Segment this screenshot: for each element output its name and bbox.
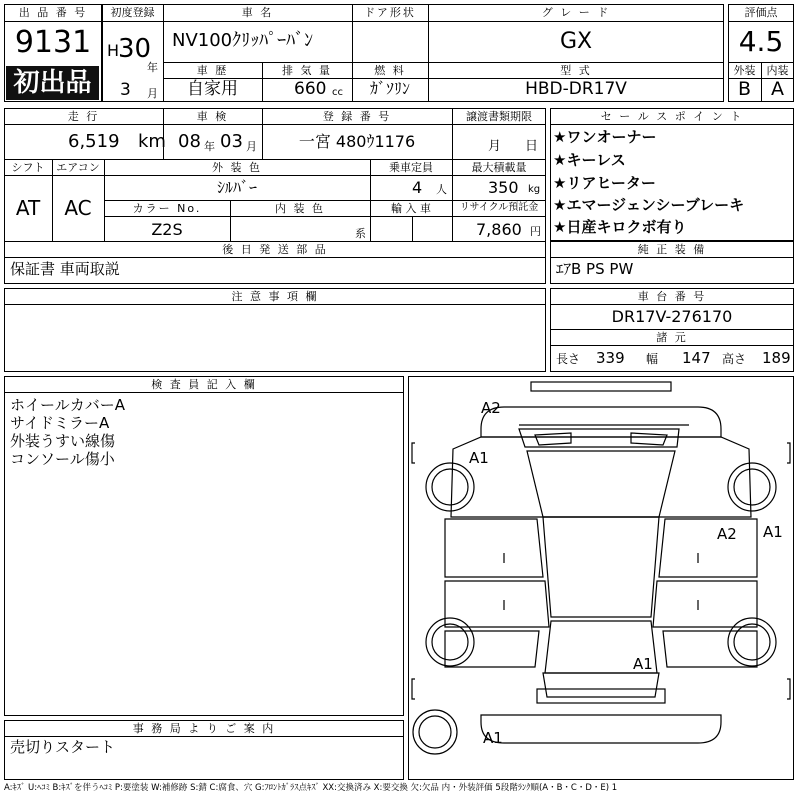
shift-header: シフト (11, 161, 45, 174)
score-header: 評価点 (744, 6, 778, 19)
car-name-header: 車 名 (241, 6, 274, 19)
first-listing-badge: 初出品 (6, 66, 99, 100)
displacement-header: 排 気 量 (282, 64, 332, 77)
equipment-value: ｴｱB PS PW (556, 260, 634, 278)
height-value: 189 (762, 349, 791, 367)
inspector-header: 検 査 員 記 入 欄 (151, 378, 257, 391)
inspector-line: 外装うすい線傷 (10, 432, 116, 450)
color-no-value: Z2S (151, 220, 183, 239)
damage-mark-right-rear-door: A2 (717, 525, 737, 543)
first-reg-header: 初度登録 (110, 6, 155, 19)
registration-value: 一宮 480ｳ1176 (298, 132, 416, 151)
fuel-header: 燃 料 (374, 64, 406, 77)
inspector-line: サイドミラーA (10, 414, 110, 432)
transfer-day-unit: 日 (525, 139, 539, 154)
color-no-header: カラー No. (132, 202, 202, 215)
max-load-header: 最大積載量 (471, 161, 527, 174)
height-label: 高さ (722, 352, 747, 366)
first-reg-month: 3 (120, 80, 131, 100)
ext-color-value: ｼﾙﾊﾞｰ (216, 178, 257, 197)
recycle-unit: 円 (530, 225, 541, 238)
displacement-unit: cc (332, 87, 343, 98)
interior-grade-header: 内装 (766, 64, 789, 77)
inspector-line: コンソール傷小 (10, 450, 115, 468)
damage-mark-rear-roof: A1 (633, 655, 653, 673)
transfer-docs-header: 譲渡書類期限 (466, 110, 532, 123)
car-diagram (408, 376, 794, 780)
lot-number: 9131 (14, 25, 92, 60)
car-outline-diagram (409, 377, 793, 779)
car-name: NV100ｸﾘｯﾊﾟｰﾊﾞﾝ (172, 30, 314, 51)
first-reg-year-unit: 年 (147, 61, 158, 74)
history-value: 自家用 (187, 79, 238, 99)
grade-header: グ レ ー ド (541, 6, 611, 19)
max-load-unit: kg (528, 184, 541, 195)
length-label: 長さ (556, 352, 581, 366)
later-parts-header: 後 日 発 送 部 品 (222, 243, 328, 256)
office-header: 事 務 局 よ り ご 案 内 (132, 722, 276, 735)
damage-mark-right-quarter: A1 (763, 523, 783, 541)
interior-grade: A (771, 78, 784, 100)
lot-header: 出 品 番 号 (18, 6, 88, 19)
length-value: 339 (596, 349, 625, 367)
registration-header: 登 録 番 号 (322, 110, 392, 123)
mileage-value: 6,519 (68, 131, 120, 152)
int-color-header: 内 装 色 (275, 202, 325, 215)
capacity-unit: 人 (436, 183, 447, 196)
exterior-grade-header: 外装 (733, 64, 756, 77)
recycle-header: リサイクル預託金 (459, 202, 539, 213)
model-header: 型 式 (560, 64, 592, 77)
notes-header: 注 意 事 項 欄 (231, 290, 319, 303)
sales-points-header: セ ー ル ス ポ イ ン ト (600, 110, 744, 123)
inspection-year-unit: 年 (204, 140, 215, 153)
grade-value: GX (559, 29, 593, 54)
history-header: 車 歴 (196, 64, 229, 77)
displacement-value: 660 (294, 79, 327, 99)
import-header: 輸 入 車 (391, 202, 431, 215)
sales-point-item: ★ワンオーナー (553, 128, 657, 146)
sales-point-item: ★リアヒーター (553, 174, 656, 192)
fuel-value: ｶﾞｿﾘﾝ (369, 79, 410, 98)
inspection-year: 08 (178, 131, 201, 152)
ext-color-header: 外 装 色 (212, 161, 262, 174)
recycle-value: 7,860 (476, 220, 522, 239)
chassis-header: 車 台 番 号 (637, 290, 707, 303)
width-label: 幅 (646, 352, 659, 366)
aircon-value: AC (64, 196, 92, 220)
first-reg-year: 30 (118, 34, 152, 64)
damage-mark-left-front-fender: A1 (469, 449, 489, 467)
office-value: 売切りスタート (10, 738, 116, 756)
capacity-header: 乗車定員 (389, 161, 433, 174)
inspection-header: 車 検 (196, 110, 229, 123)
damage-mark-rear-bumper: A1 (483, 729, 503, 747)
width-value: 147 (682, 349, 711, 367)
exterior-grade: B (737, 78, 752, 100)
inspection-month: 03 (220, 131, 243, 152)
mileage-unit: km (138, 131, 166, 152)
equipment-header: 純 正 装 備 (637, 243, 707, 256)
sales-point-item: ★エマージェンシーブレーキ (553, 196, 745, 214)
sales-point-item: ★日産キロクボ有り (553, 218, 687, 236)
inspector-line: ホイールカバーA (10, 396, 125, 414)
first-reg-month-unit: 月 (147, 87, 158, 100)
aircon-header: エアコン (56, 161, 100, 174)
damage-mark-front-bumper: A2 (481, 399, 501, 417)
int-color-suffix: 系 (355, 227, 366, 240)
capacity-value: 4 (412, 178, 423, 197)
max-load-value: 350 (488, 178, 519, 197)
transfer-month-unit: 月 (488, 139, 502, 154)
legend: A:ｷｽﾞ U:ﾍｺﾐ B:ｷｽﾞを伴うﾍｺﾐ P:要塗装 W:補修跡 S:錆 C:腐食、穴 G:ﾌﾛﾝﾄｶﾞﾗｽ点ｷｽﾞ XX:交換済み X:要交換 欠:欠品 内・外装評価 5段階ﾗﾝｸ順(A・B・C・D・E) 1 (4, 783, 618, 793)
first-reg-era: H (107, 41, 120, 60)
sales-point-item: ★キーレス (553, 151, 626, 169)
chassis-value: DR17V-276170 (611, 307, 733, 326)
mileage-header: 走 行 (67, 110, 100, 123)
later-parts-value: 保証書 車両取説 (10, 260, 120, 278)
score-value: 4.5 (738, 25, 784, 58)
door-header: ドア形状 (364, 6, 416, 19)
shift-value: AT (15, 196, 41, 220)
model-value: HBD-DR17V (525, 79, 627, 99)
inspection-month-unit: 月 (246, 140, 257, 153)
dimensions-header: 諸 元 (656, 331, 688, 344)
